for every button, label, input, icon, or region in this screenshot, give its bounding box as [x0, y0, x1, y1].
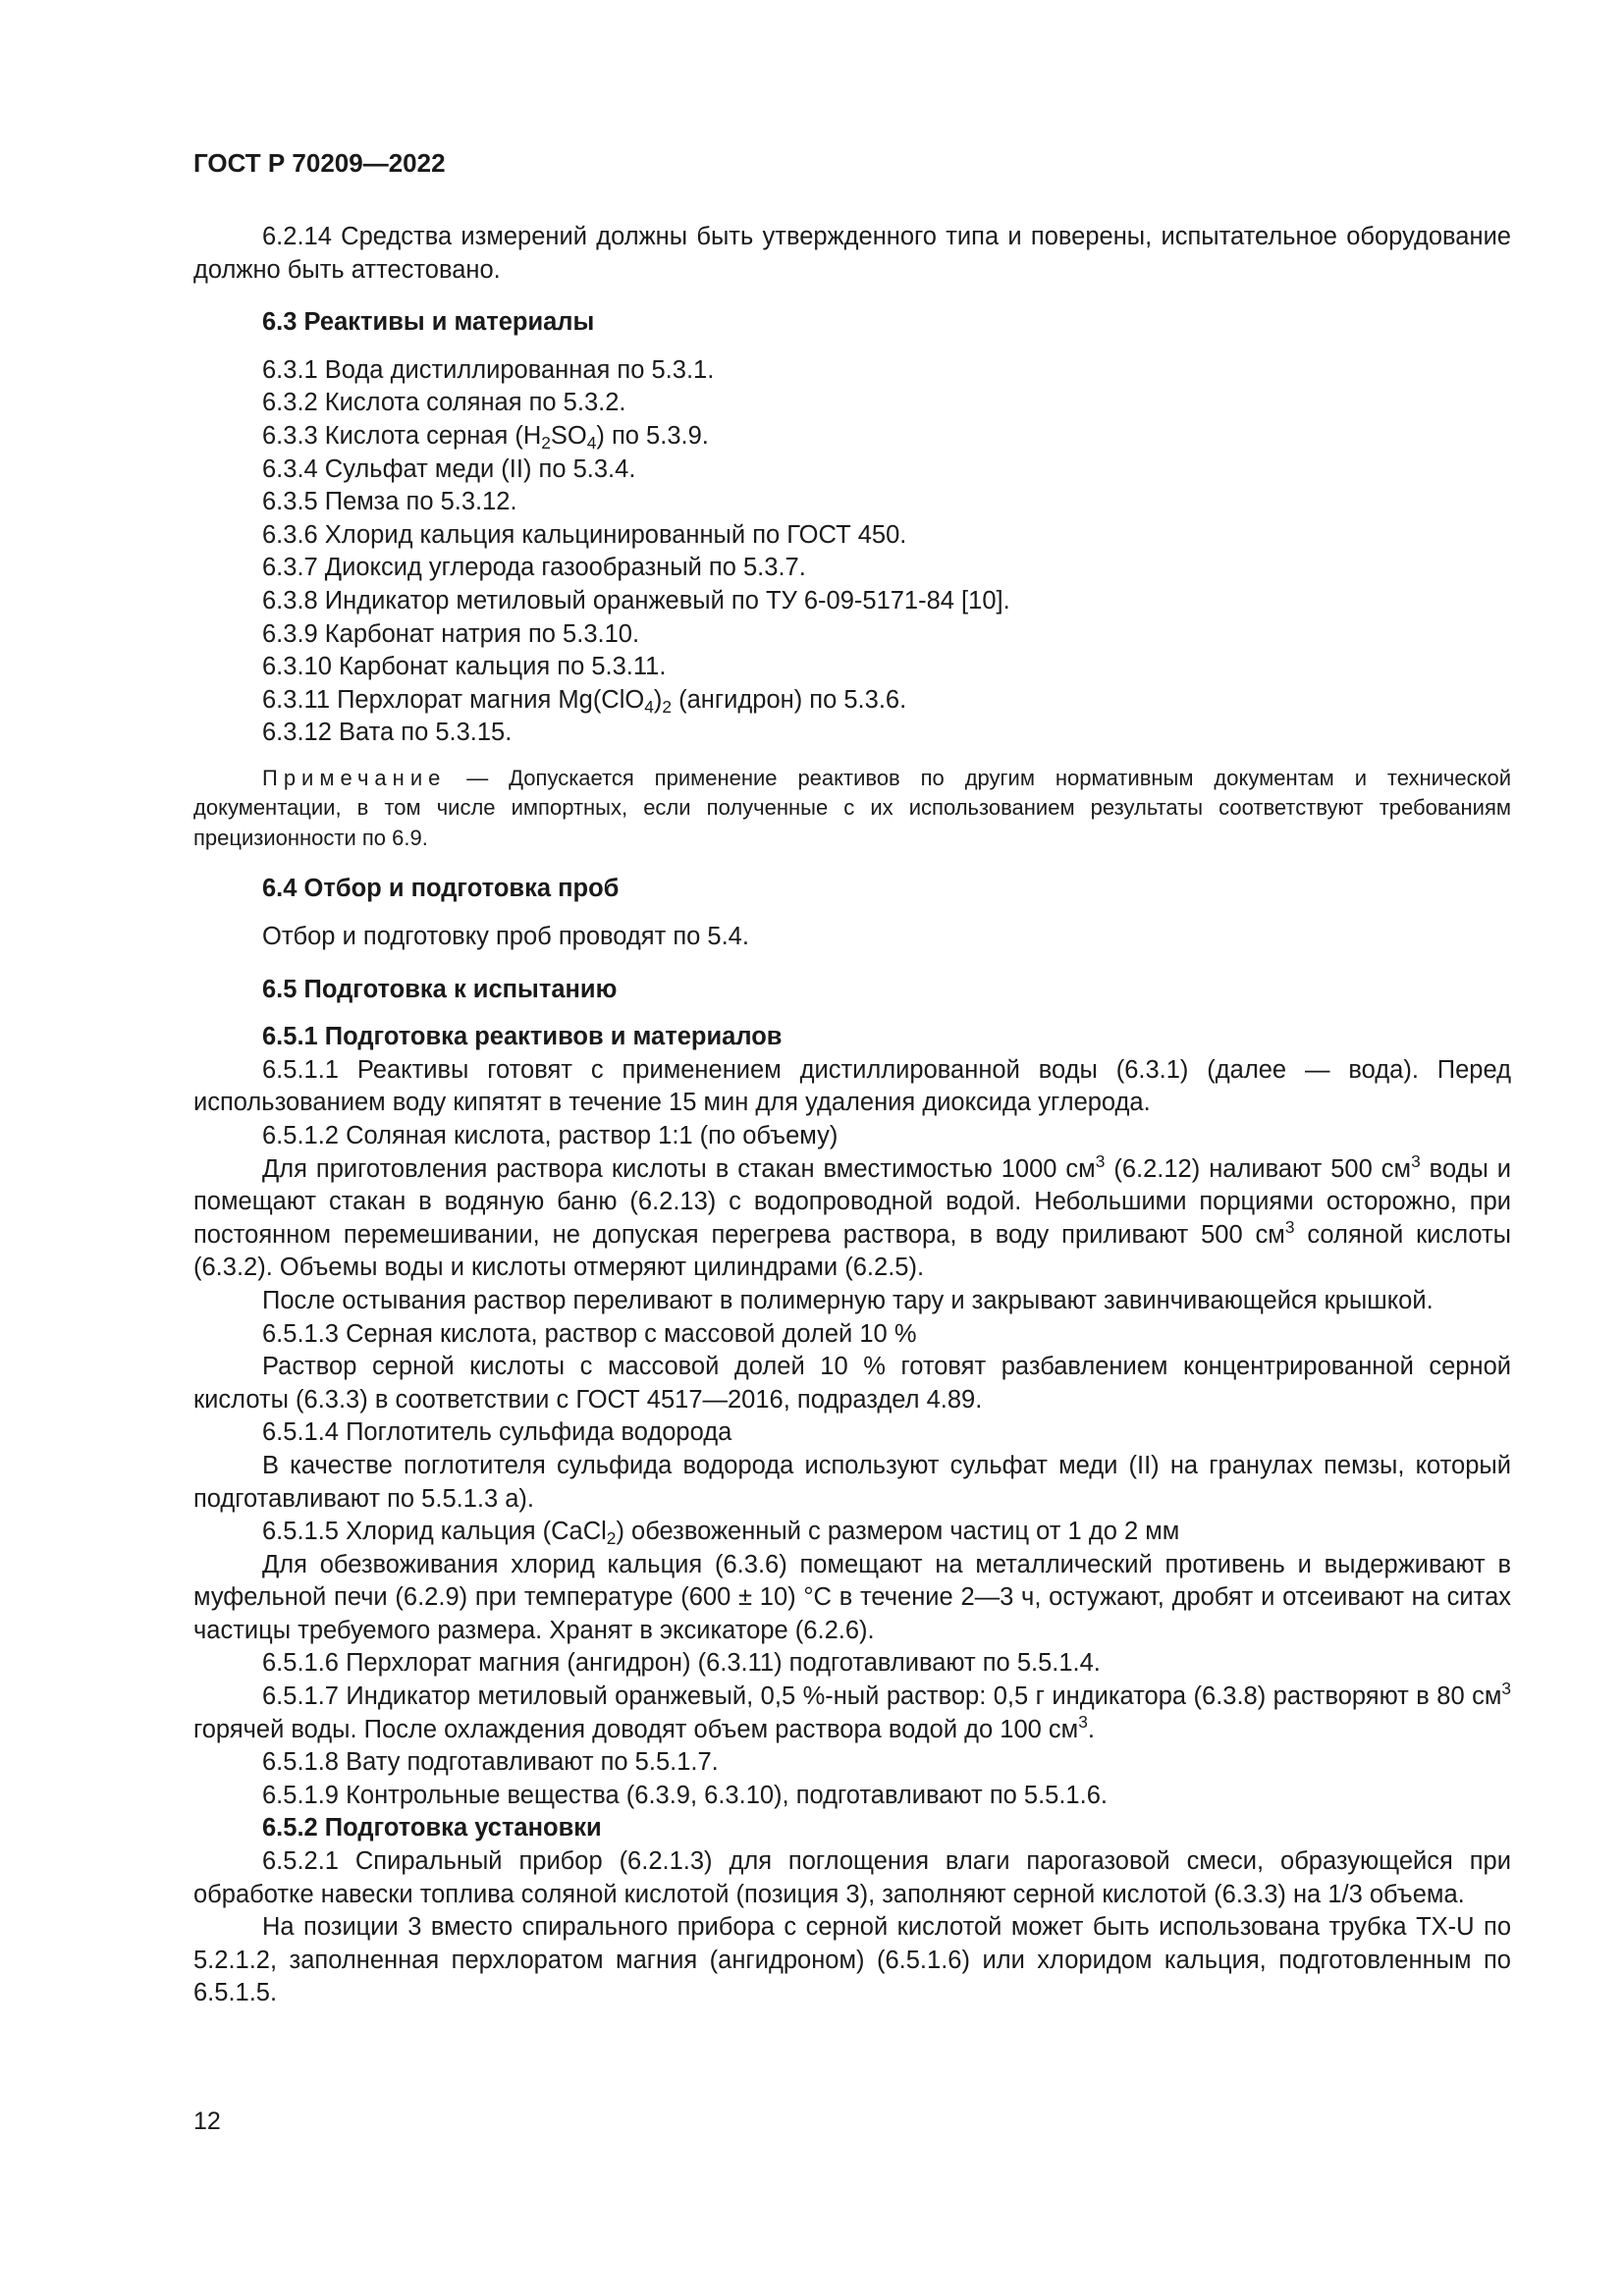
list-item: 6.3.9 Карбонат натрия по 5.3.10.	[262, 619, 640, 648]
page-content	[193, 221, 1511, 2010]
paragraph: Для приготовления раствора кислоты в стакан вместимостью 1000 $см^3$ (6.2.12) наливают 500 $см^3$ воды и помещают стакан в водяную баню (6.2.13) с водопроводной водой. Небольшими порциями осторожно, при постоянном перемешивании, не допуская перегрева раствора, в воду приливают 500 $см^3$ соляной кислоты (6.3.2). Объемы воды и кислоты отмеряют цилиндрами (6.2.5).	[193, 1150, 1512, 1282]
paragraph: 6.5.1.3 Серная кислота, раствор с массовой долей 10 %	[262, 1319, 917, 1348]
list-item: 6.3.8 Индикатор метиловый оранжевый по ТУ 6-09-5171-84 [10].	[262, 586, 1010, 614]
list-item: 6.3.3 Кислота серная $(H_2SO_4)$ по 5.3.9.	[262, 421, 709, 453]
paragraph: 6.5.1.9 Контрольные вещества (6.3.9, 6.3.10), подготавливают по 5.5.1.6.	[262, 1781, 1108, 1809]
list-item: 6.3.11 Перхлорат магния $Mg(ClO_4)_2$ (ангидрон) по 5.3.6.	[262, 685, 907, 717]
paragraph: После остывания раствор переливают в полимерную тару и закрывают завинчивающейся крышкой.	[262, 1286, 1434, 1314]
list-item: 6.3.7 Диоксид углерода газообразный по 5.3.7.	[262, 554, 806, 582]
section-title-6-5: 6.5 Подготовка к испытанию	[262, 975, 618, 1003]
list-item: 6.3.1 Вода дистиллированная по 5.3.1.	[262, 355, 715, 384]
paragraph: Для обезвоживания хлорид кальция (6.3.6) помещают на металлический противень и выдерживают в муфельной печи (6.2.9) при температуре (600 ± 10) °С в течение 2—3 ч, остужают, дробят и отсеивают на ситах частицы требуемого размера. Хранят в эксикаторе (6.2.6).	[193, 1550, 1511, 1644]
page-number: 12	[193, 2108, 221, 2135]
list-item: 6.3.6 Хлорид кальция кальцинированный по ГОСТ 450.	[262, 520, 907, 549]
note	[193, 764, 1511, 854]
subsection-title-6-5-2: 6.5.2 Подготовка установки	[262, 1814, 602, 1842]
paragraph: 6.5.1.8 Вату подготавливают по 5.5.1.7.	[262, 1748, 719, 1777]
list-item: 6.3.12 Вата по 5.3.15.	[262, 719, 513, 747]
paragraph-6-2-14: 6.2.14 Средства измерений должны быть утвержденного типа и поверены, испытательное оборудование должно быть аттестовано.	[193, 223, 1511, 284]
note-text: — Допускается применение реактивов по другим нормативным документам и технической документации, в том числе импортных, если полученные с их использованием результаты соответствуют требованиям прецизионности по 6.9.	[193, 765, 1511, 850]
section-title-6-3: 6.3 Реактивы и материалы	[262, 308, 595, 337]
subsection-title-6-5-1: 6.5.1 Подготовка реактивов и материалов	[262, 1023, 783, 1051]
document-header: ГОСТ Р 70209—2022	[193, 148, 446, 178]
list-item: 6.3.2 Кислота соляная по 5.3.2.	[262, 389, 626, 417]
paragraph: 6.5.1.7 Индикатор метиловый оранжевый, 0,5 %-ный раствор: 0,5 г индикатора (6.3.8) растворяют в 80 $см^3$ горячей воды. После охлаждения доводят объем раствора водой до 100 $см^3$.	[193, 1679, 1511, 1743]
note-label: Примечание	[262, 765, 447, 790]
paragraph: Раствор серной кислоты с массовой долей 10 % готовят разбавлением концентрированной серной кислоты (6.3.3) в соответствии с ГОСТ 4517—2016, подраздел 4.89.	[193, 1353, 1511, 1414]
paragraph: 6.5.1.5 Хлорид кальция (CaCl$_2$) обезвоженный с размером частиц от 1 до 2 мм	[262, 1518, 1180, 1549]
paragraph: 6.5.1.6 Перхлорат магния (ангидрон) (6.3.11) подготавливают по 5.5.1.4.	[262, 1649, 1101, 1678]
paragraph: 6.5.1.2 Соляная кислота, раствор 1:1 (по объему)	[262, 1121, 839, 1149]
list-item: 6.3.4 Сульфат меди (II) по 5.3.4.	[262, 454, 636, 483]
paragraph-6-4: Отбор и подготовку проб проводят по 5.4.	[262, 923, 749, 950]
paragraph: 6.5.1.1 Реактивы готовят с применением дистиллированной воды (6.3.1) (далее — вода). Перед использованием воду кипятят в течение 15 мин для удаления диоксида углерода.	[193, 1055, 1511, 1117]
paragraph: В качестве поглотителя сульфида водорода используют сульфат меди (II) на гранулах пемзы, который подготавливают по 5.5.1.3 а).	[193, 1451, 1511, 1513]
section-title-6-4: 6.4 Отбор и подготовка проб	[262, 875, 620, 903]
reagents-list	[193, 354, 1511, 750]
list-item: 6.3.10 Карбонат кальция по 5.3.11.	[262, 653, 667, 681]
paragraph: 6.5.2.1 Спиральный прибор (6.2.1.3) для поглощения влаги парогазовой смеси, образующейся при обработке навески топлива соляной кислотой (позиция 3), заполняют серной кислотой (6.3.3) на 1/3 объема.	[193, 1847, 1511, 1908]
list-item: 6.3.5 Пемза по 5.3.12.	[262, 488, 517, 516]
paragraph: 6.5.1.4 Поглотитель сульфида водорода	[262, 1418, 732, 1447]
paragraph: На позиции 3 вместо спирального прибора с серной кислотой может быть использована трубка ТХ-U по 5.2.1.2, заполненная перхлоратом магния (ангидроном) (6.5.1.6) или хлоридом кальция, подготовленным по 6.5.1.5.	[193, 1913, 1511, 2007]
